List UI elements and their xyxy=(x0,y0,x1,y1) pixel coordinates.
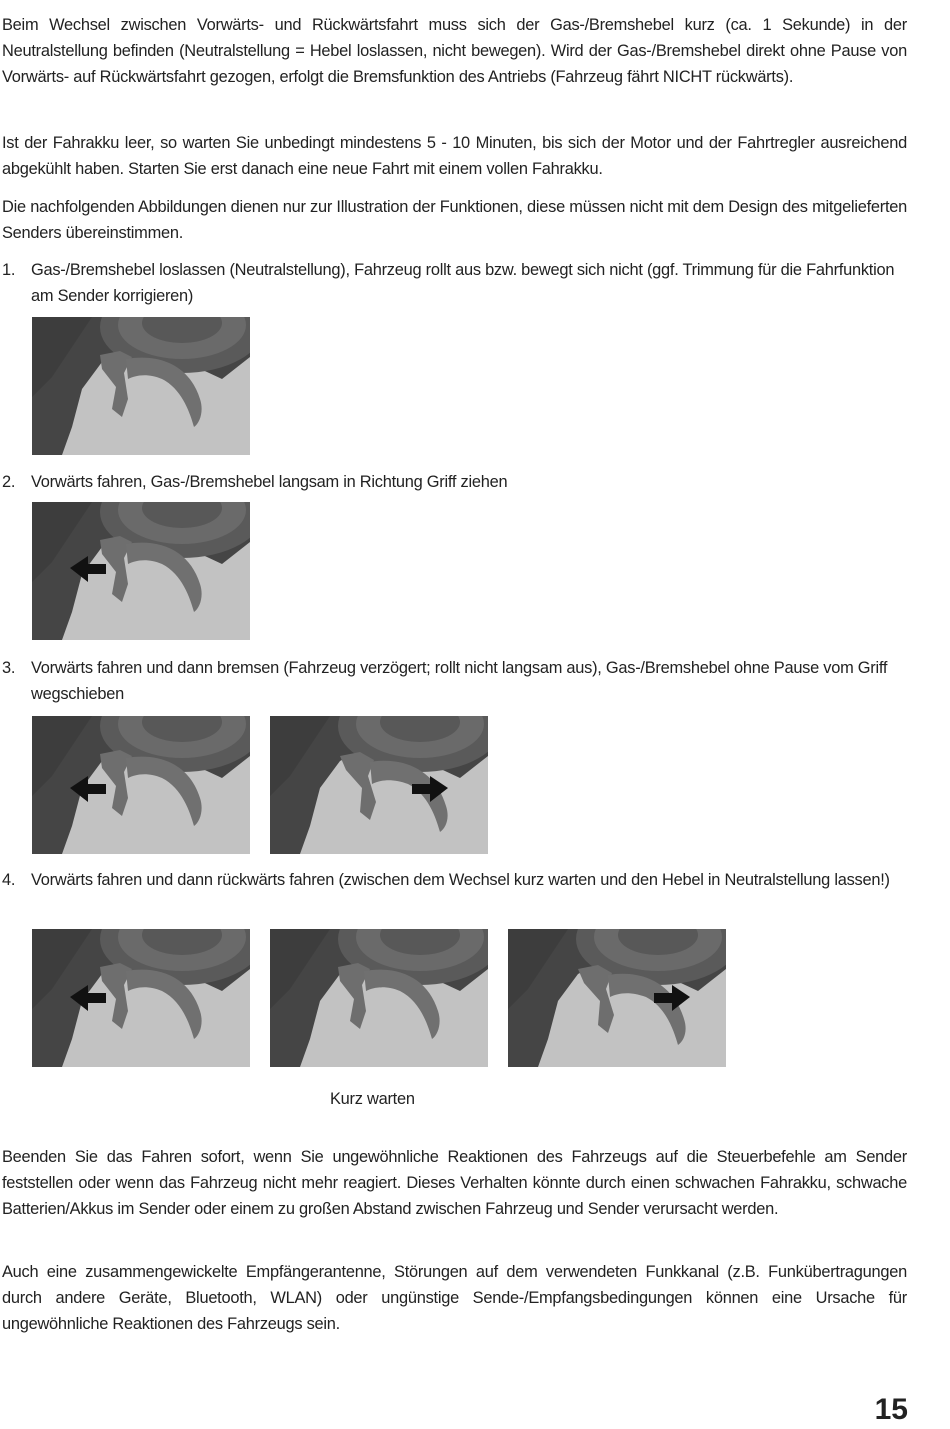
paragraph-interference: Auch eine zusammengewickelte Empfängerantenne, Störungen auf dem verwendeten Funkkanal (z.B. Funkübertragungen durch andere Geräte, Bluetooth, WLAN) oder ungünstige Sende-/Empfangsbedingungen können eine Ursache für ungewöhnliche Reaktionen des Fahrzeugs sein. xyxy=(2,1263,907,1333)
step-number: 1. xyxy=(2,261,16,279)
step-text: Vorwärts fahren und dann rückwärts fahren (zwischen dem Wechsel kurz warten und den Hebel in Neutralstellung lassen!) xyxy=(31,871,890,889)
transmitter-trigger-illustration xyxy=(270,716,488,854)
paragraph-stop-driving: Beenden Sie das Fahren sofort, wenn Sie ungewöhnliche Reaktionen des Fahrzeugs auf die Steuerbefehle am Sender feststellen oder wenn das Fahrzeug nicht mehr reagiert. Dieses Verhalten könnte durch einen schwachen Fahrakku, schwache Batterien/Akkus im Sender oder einem zu großen Abstand zwischen Fahrzeug und Sender verursacht werden. xyxy=(2,1148,907,1218)
figure-neutral-position xyxy=(32,317,250,455)
step-number: 4. xyxy=(2,871,16,889)
figure-forward xyxy=(32,502,250,640)
step-number: 2. xyxy=(2,473,16,491)
figure-reverse-wait xyxy=(270,929,488,1067)
figure-brake-forward xyxy=(32,716,250,854)
transmitter-trigger-illustration xyxy=(32,929,250,1067)
step-text: Gas-/Bremshebel loslassen (Neutralstellung), Fahrzeug rollt aus bzw. bewegt sich nicht (ggf. Trimmung für die Fahrfunktion am Sender korrigieren) xyxy=(31,261,895,305)
step-text: Vorwärts fahren, Gas-/Bremshebel langsam in Richtung Griff ziehen xyxy=(31,473,508,491)
figure-brake-push xyxy=(270,716,488,854)
figure-reverse-forward xyxy=(32,929,250,1067)
step-1 xyxy=(2,257,907,309)
figure-reverse-push xyxy=(508,929,726,1067)
step-number: 3. xyxy=(2,659,16,677)
step-text: Vorwärts fahren und dann bremsen (Fahrzeug verzögert; rollt nicht langsam aus), Gas-/Bremshebel ohne Pause vom Griff wegschieben xyxy=(31,659,888,703)
transmitter-trigger-illustration xyxy=(508,929,726,1067)
step-2 xyxy=(2,469,907,495)
page-number: 15 xyxy=(874,1393,908,1426)
paragraph-direction-change: Beim Wechsel zwischen Vorwärts- und Rückwärtsfahrt muss sich der Gas-/Bremshebel kurz (ca. 1 Sekunde) in der Neutralstellung befinden (Neutralstellung = Hebel loslassen, nicht bewegen). Wird der Gas-/Bremshebel direkt ohne Pause von Vorwärts- auf Rückwärtsfahrt gezogen, erfolgt die Bremsfunktion des Antriebs (Fahrzeug fährt NICHT rückwärts). xyxy=(2,16,907,86)
transmitter-trigger-illustration xyxy=(32,317,250,455)
step-4 xyxy=(2,867,907,893)
paragraph-empty-battery: Ist der Fahrakku leer, so warten Sie unbedingt mindestens 5 - 10 Minuten, bis sich der Motor und der Fahrtregler ausreichend abgekühlt haben. Starten Sie erst danach eine neue Fahrt mit einem vollen Fahrakku. xyxy=(2,134,907,178)
paragraph-illustration-note: Die nachfolgenden Abbildungen dienen nur zur Illustration der Funktionen, diese müssen nicht mit dem Design des mitgelieferten Senders übereinstimmen. xyxy=(2,198,907,242)
transmitter-trigger-illustration xyxy=(270,929,488,1067)
transmitter-trigger-illustration xyxy=(32,716,250,854)
figure-caption: Kurz warten xyxy=(330,1090,415,1108)
step-3 xyxy=(2,655,907,707)
transmitter-trigger-illustration xyxy=(32,502,250,640)
